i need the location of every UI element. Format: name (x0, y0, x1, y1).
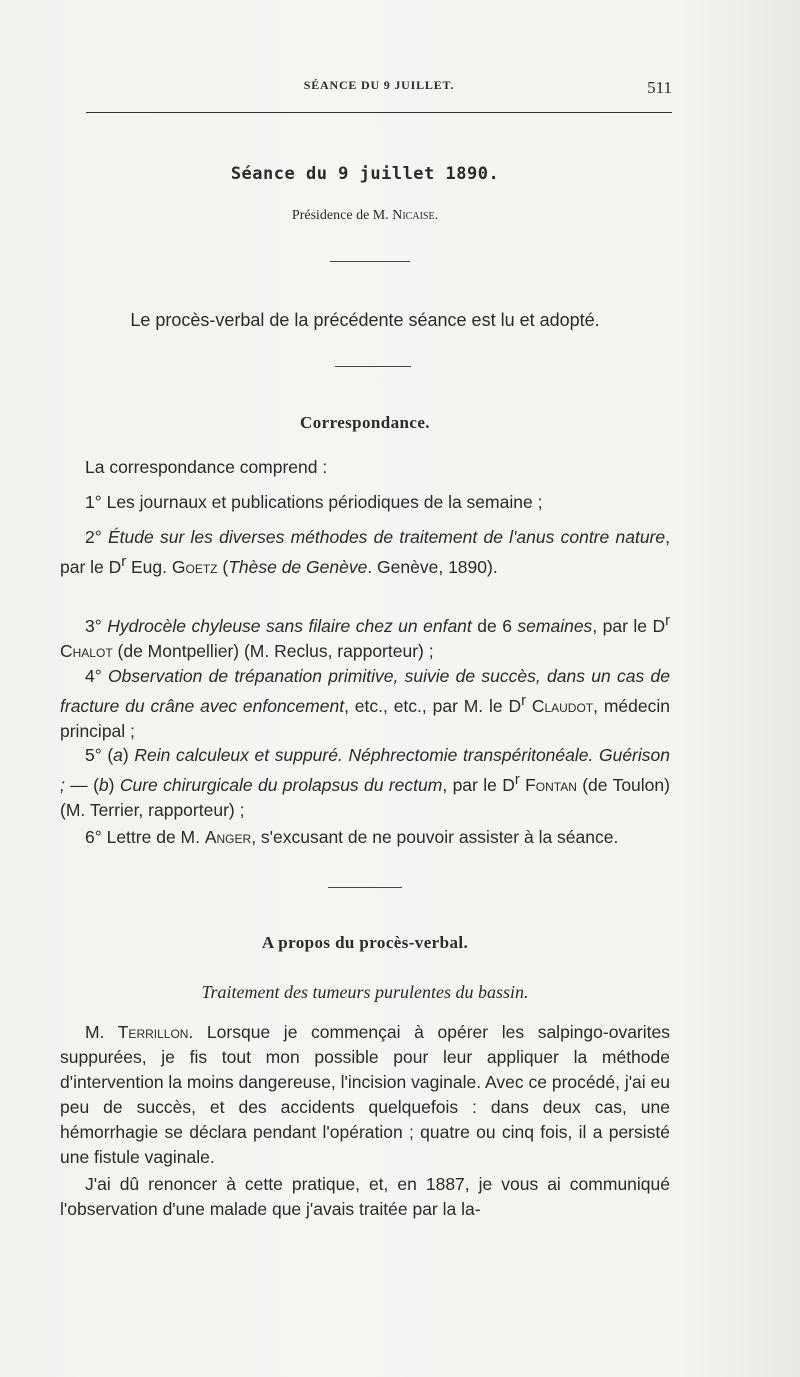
work-title: Hydrocèle chyleuse sans filaire chez un enfant (107, 615, 472, 636)
correspondance-item-6 (60, 825, 670, 850)
separator-rule (328, 887, 402, 888)
item-text: Eug. (126, 556, 172, 577)
superscript: r (514, 772, 520, 788)
terrillon-paragraph-1 (60, 1020, 670, 1170)
correspondance-intro: La correspondance comprend : (85, 457, 328, 477)
sub-label: b (98, 774, 109, 795)
separator-rule (335, 366, 411, 367)
presidence-line (60, 203, 670, 228)
correspondance-item-3 (60, 609, 670, 664)
separator-rule (330, 261, 410, 262)
item-number: 2° (85, 527, 108, 547)
paragraph-text: . Lorsque je commençai à opérer les salpingo-ovarites suppurées, je fis tout mon possible pour leur appliquer la méthode d'intervention la moins dangereuse, l'incision vaginale. Avec ce procédé, j'ai eu peu de succès, et des accidents quelquefois : dans deux cas, une hémorrhagie se déclara pendant l'opération ; quatre ou cinq fois, il a persisté une fistule vaginale. (60, 1022, 670, 1167)
superscript: r (521, 693, 526, 709)
item-text: , par le D (60, 527, 670, 577)
work-title: Étude sur les diverses méthodes de traitement de l'anus contre nature (107, 527, 666, 547)
item-text: ) (122, 745, 135, 765)
superscript: r (121, 554, 127, 570)
item-text: , s'excusant de ne pouvoir assister à la séance. (251, 827, 619, 847)
president-name: Nicaise (392, 208, 435, 223)
source-title: Thèse de Genève (228, 556, 368, 577)
item-text: ( (217, 556, 229, 577)
apropos-heading: A propos du procès-verbal. (261, 933, 469, 952)
correspondance-item-5 (60, 743, 670, 823)
presidence-prefix: Présidence de M. (291, 208, 393, 223)
correspondance-item-1: 1° Les journaux et publications périodiques de la semaine ; (85, 492, 543, 512)
author-name: Chalot (60, 640, 113, 661)
author-name: Fontan (525, 774, 577, 795)
header-rule (86, 112, 672, 113)
work-title: Cure chirurgicale du prolapsus du rectum (119, 774, 443, 795)
item-text: , par le D (592, 615, 666, 636)
speaker-name: M. Terrillon (85, 1022, 189, 1042)
work-title: Observation de trépanation primitive, suivie de succès, dans un cas de fracture du crâne avec enfoncement (60, 666, 670, 716)
author-name: Claudot (531, 695, 594, 716)
item-number: 6° Lettre de M. (85, 827, 205, 847)
item-number: 5° ( (85, 745, 114, 765)
item-text: de 6 (471, 615, 518, 636)
proces-verbal-line: Le procès-verbal de la précédente séance est lu et adopté. (130, 310, 600, 330)
item-text: (de Toulon) (M. Terrier, rapporteur) ; (60, 774, 670, 820)
item-text: . Genève, 1890). (367, 556, 498, 577)
running-head (86, 78, 672, 102)
superscript: r (665, 613, 671, 629)
author-name: Goetz (171, 556, 218, 577)
item-text: , médecin principal ; (60, 695, 670, 741)
work-title: Rein calculeux et suppuré. Néphrectomie transpéritonéale. Guérison ; (60, 745, 670, 795)
correspondance-item-4 (60, 664, 670, 744)
item-text: — ( (64, 774, 99, 795)
terrillon-paragraph-2: J'ai dû renoncer à cette pratique, et, en 1887, je vous ai communiqué l'observation d'une malade que j'avais traitée par la la- (60, 1174, 670, 1219)
page-number: 511 (647, 78, 672, 97)
running-head-title: SÉANCE DU 9 JUILLET. (303, 78, 455, 92)
author-name: Anger (204, 827, 252, 847)
item-number: 4° (85, 666, 109, 686)
item-text: (de Montpellier) (M. Reclus, rapporteur) ; (112, 640, 434, 661)
apropos-subheading: Traitement des tumeurs purulentes du bassin. (201, 982, 529, 1002)
item-text: ) (108, 774, 120, 795)
correspondance-heading: Correspondance. (300, 413, 430, 432)
sub-label: a (113, 745, 123, 765)
item-text: , par le D (442, 774, 515, 795)
seance-title: Séance du 9 juillet 1890. (230, 164, 500, 184)
presidence-suffix: . (434, 208, 439, 223)
work-title: semaines (517, 615, 593, 636)
item-text: , etc., etc., par M. le D (344, 695, 522, 716)
item-number: 3° (85, 615, 108, 636)
correspondance-item-2 (60, 525, 670, 580)
